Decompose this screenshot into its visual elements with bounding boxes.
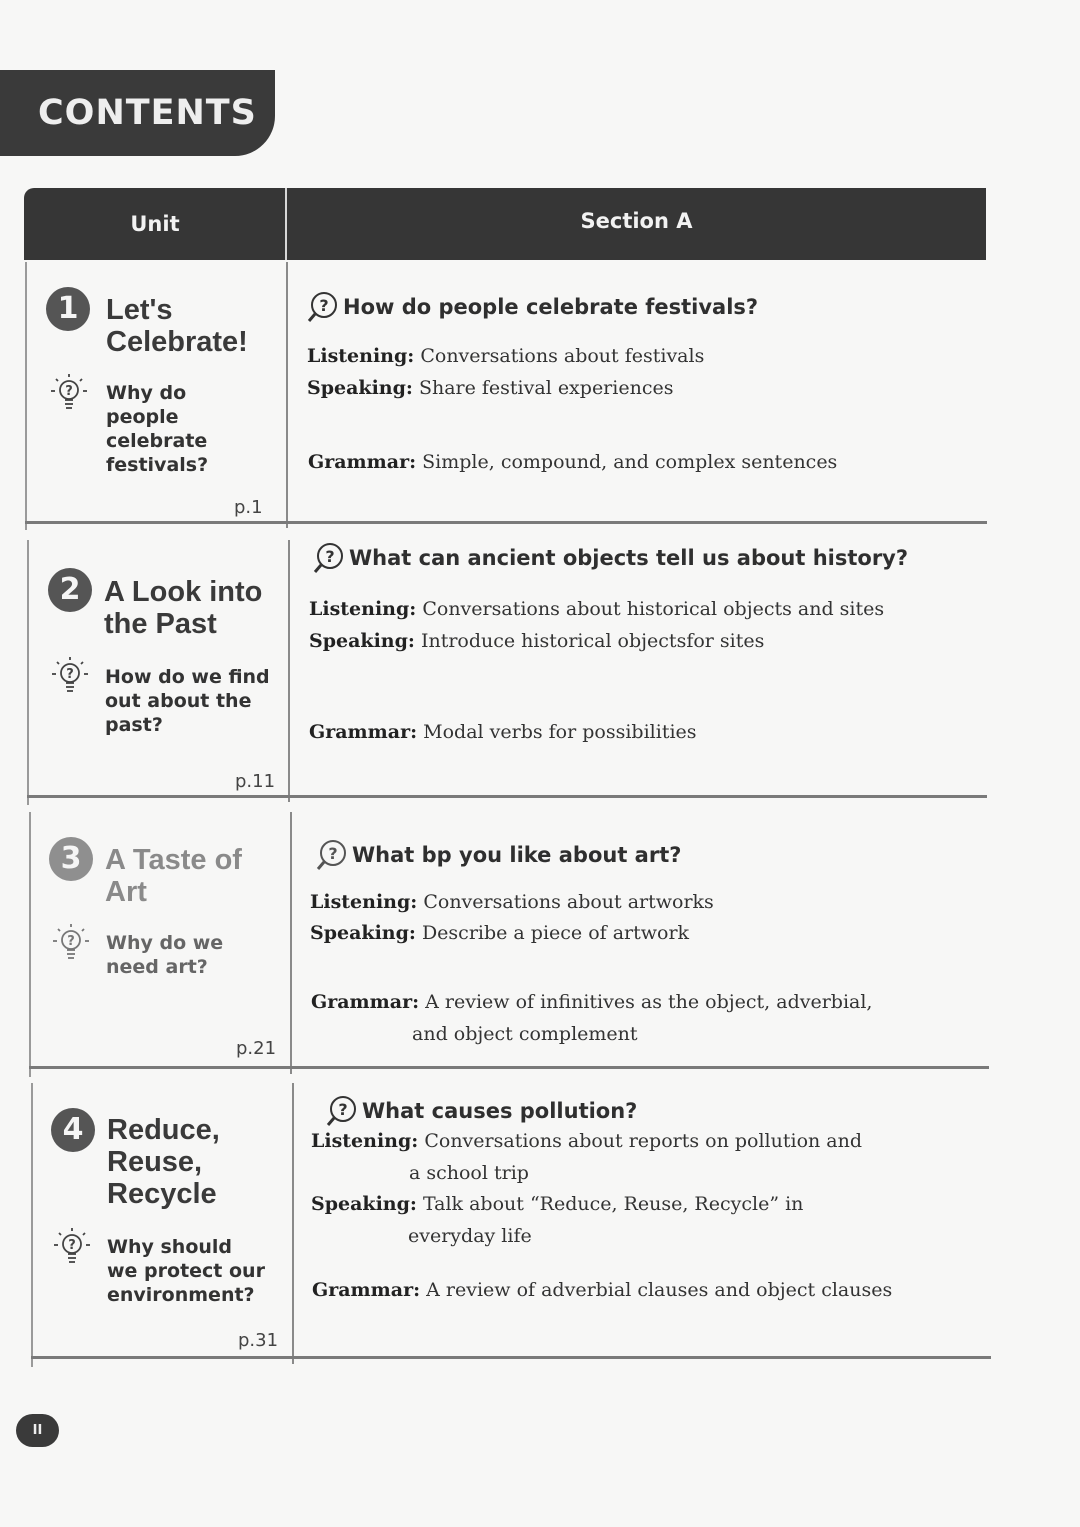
table-header <box>24 188 986 260</box>
row-divider <box>288 540 290 802</box>
lightbulb-icon <box>49 372 89 418</box>
grammar-line: Grammar: Modal verbs for possibilities <box>309 721 697 743</box>
svg-text:?: ? <box>65 384 73 399</box>
speaking-line: Speaking: Share festival experiences <box>307 377 674 399</box>
speaking-line: Speaking: Introduce historical objectsfor sites <box>309 630 765 652</box>
row-divider <box>290 812 292 1074</box>
lightbulb-icon <box>51 922 91 968</box>
listening-line: Listening: Conversations about artworks <box>310 891 714 913</box>
section-question: ? What bp you like about art? <box>315 838 681 872</box>
row-bottom-line <box>27 795 987 798</box>
svg-text:?: ? <box>338 1100 348 1119</box>
page-number[interactable]: p.21 <box>236 1038 277 1059</box>
svg-text:?: ? <box>328 844 338 863</box>
unit-number-badge: 3 <box>49 837 93 881</box>
row-bottom-line <box>25 521 987 524</box>
grammar-line: Grammar: Simple, compound, and complex sentences <box>308 451 838 473</box>
unit-title: Reduce, Reuse, Recycle <box>107 1114 220 1210</box>
page-number[interactable]: p.11 <box>235 771 276 792</box>
unit-number-badge: 1 <box>46 287 90 331</box>
header-unit: Unit <box>130 212 180 236</box>
question-magnifier-icon <box>315 838 349 872</box>
page-title: CONTENTS <box>0 70 275 156</box>
question-magnifier-icon <box>306 290 340 324</box>
listening-line: Listening: Conversations about historical objects and sites <box>309 598 885 620</box>
section-question: ? What can ancient objects tell us about history? <box>312 541 908 575</box>
unit-big-question: Why do we need art? <box>106 932 224 978</box>
page-number[interactable]: p.1 <box>234 497 263 518</box>
listening-line: Listening: Conversations about festivals <box>307 345 705 367</box>
svg-text:?: ? <box>67 934 75 949</box>
unit-number-badge: 4 <box>51 1108 95 1152</box>
unit-title: A Taste of Art <box>105 844 242 908</box>
unit-big-question: Why should we protect our environment? <box>107 1236 265 1306</box>
unit-title: Let's Celebrate! <box>106 294 248 358</box>
page-number[interactable]: p.31 <box>238 1330 279 1351</box>
lightbulb-icon <box>52 1226 92 1272</box>
section-question: ? How do people celebrate festivals? <box>306 290 758 324</box>
lightbulb-icon <box>50 655 90 701</box>
row-divider <box>286 262 288 528</box>
grammar-line: Grammar: A review of infinitives as the object, adverbial, and object complement <box>311 991 873 1045</box>
header-section-a: Section A <box>580 209 693 233</box>
speaking-line: Speaking: Talk about “Reduce, Reuse, Recycle” in everyday life <box>311 1193 804 1247</box>
svg-text:?: ? <box>68 1238 76 1253</box>
unit-number-badge: 2 <box>48 568 92 612</box>
row-border-left <box>31 1083 33 1367</box>
unit-big-question: How do we find out about the past? <box>105 666 270 736</box>
grammar-line: Grammar: A review of adverbial clauses and object clauses <box>312 1279 893 1301</box>
section-question: ? What causes pollution? <box>325 1094 637 1128</box>
speaking-line: Speaking: Describe a piece of artwork <box>310 922 690 944</box>
svg-text:?: ? <box>319 296 329 315</box>
row-bottom-line <box>31 1356 991 1359</box>
row-border-left <box>27 540 29 805</box>
row-bottom-line <box>29 1066 989 1069</box>
question-magnifier-icon <box>325 1094 359 1128</box>
svg-text:?: ? <box>66 667 74 682</box>
unit-title: A Look into the Past <box>104 576 263 640</box>
row-border-left <box>25 262 27 530</box>
listening-line: Listening: Conversations about reports on pollution and a school trip <box>311 1130 863 1184</box>
row-divider <box>292 1083 294 1364</box>
unit-big-question: Why do people celebrate festivals? <box>106 382 209 476</box>
page-number-badge: II <box>16 1414 59 1447</box>
svg-text:?: ? <box>325 547 335 566</box>
row-border-left <box>29 812 31 1077</box>
question-magnifier-icon <box>312 541 346 575</box>
